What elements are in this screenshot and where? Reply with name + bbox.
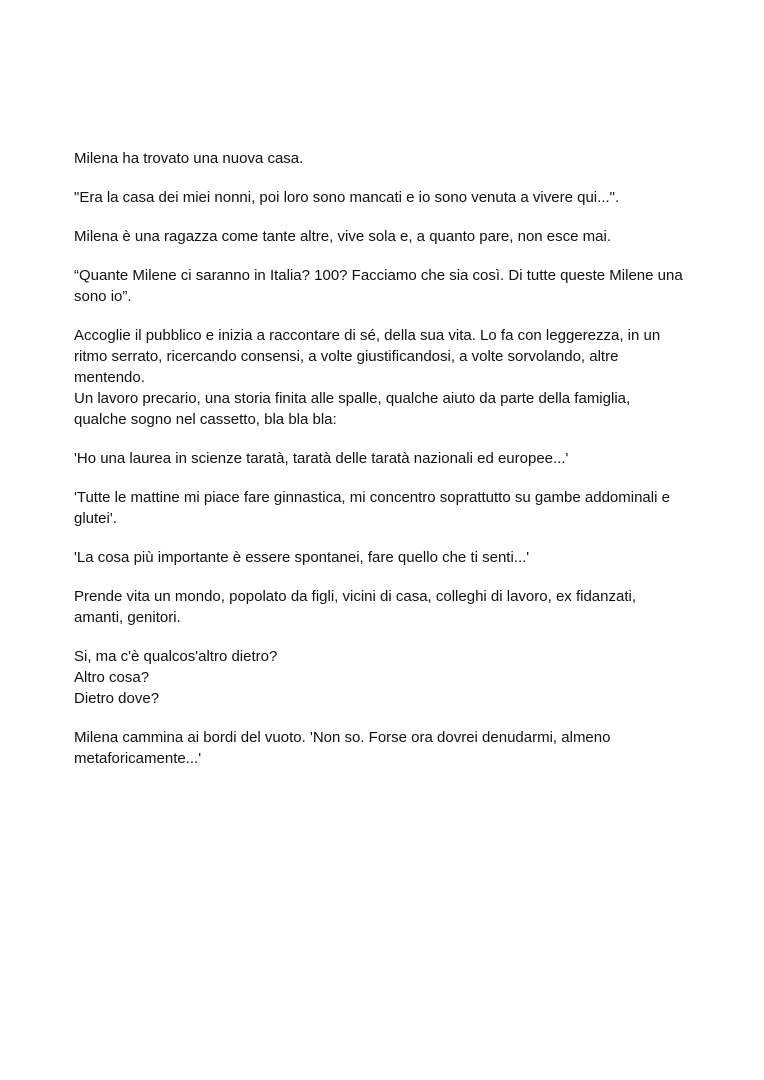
text-line: metaforicamente...' <box>74 750 202 767</box>
paragraph-7 <box>74 487 704 529</box>
text-line: 'La cosa più importante è essere spontanei, fare quello che ti senti...' <box>74 549 530 566</box>
paragraph-1 <box>74 148 704 169</box>
paragraph-9 <box>74 586 704 628</box>
text-line: Altro cosa? <box>74 669 150 686</box>
paragraph-10 <box>74 646 704 709</box>
paragraph-11 <box>74 727 704 769</box>
text-line: Milena ha trovato una nuova casa. <box>74 150 304 167</box>
text-line: "Era la casa dei miei nonni, poi loro sono mancati e io sono venuta a vivere qui...". <box>74 189 620 206</box>
text-line: mentendo. <box>74 369 145 386</box>
paragraph-3 <box>74 226 704 247</box>
paragraph-8 <box>74 547 704 568</box>
text-line: Un lavoro precario, una storia finita alle spalle, qualche aiuto da parte della famiglia, <box>74 390 631 407</box>
text-line: 'Ho una laurea in scienze taratà, taratà delle taratà nazionali ed europee...' <box>74 450 569 467</box>
text-line: Prende vita un mondo, popolato da figli, vicini di casa, colleghi di lavoro, ex fidanzati, <box>74 588 636 605</box>
text-line: Si, ma c'è qualcos'altro dietro? <box>74 648 278 665</box>
text-line: glutei'. <box>74 510 117 527</box>
paragraph-5 <box>74 325 704 430</box>
document-body <box>74 148 704 787</box>
text-line: “Quante Milene ci saranno in Italia? 100? Facciamo che sia così. Di tutte queste Milene una <box>74 267 683 284</box>
text-line: amanti, genitori. <box>74 609 181 626</box>
text-line: ritmo serrato, ricercando consensi, a volte giustificandosi, a volte sorvolando, altre <box>74 348 619 365</box>
paragraph-2 <box>74 187 704 208</box>
text-line: sono io”. <box>74 288 132 305</box>
paragraph-4 <box>74 265 704 307</box>
text-line: Milena cammina ai bordi del vuoto. 'Non so. Forse ora dovrei denudarmi, almeno <box>74 729 611 746</box>
text-line: Dietro dove? <box>74 690 160 707</box>
text-line: Milena è una ragazza come tante altre, vive sola e, a quanto pare, non esce mai. <box>74 228 611 245</box>
paragraph-6 <box>74 448 704 469</box>
text-line: qualche sogno nel cassetto, bla bla bla: <box>74 411 337 428</box>
text-line: 'Tutte le mattine mi piace fare ginnastica, mi concentro soprattutto su gambe addominali e <box>74 489 670 506</box>
text-line: Accoglie il pubblico e inizia a raccontare di sé, della sua vita. Lo fa con leggerezza, in un <box>74 327 661 344</box>
